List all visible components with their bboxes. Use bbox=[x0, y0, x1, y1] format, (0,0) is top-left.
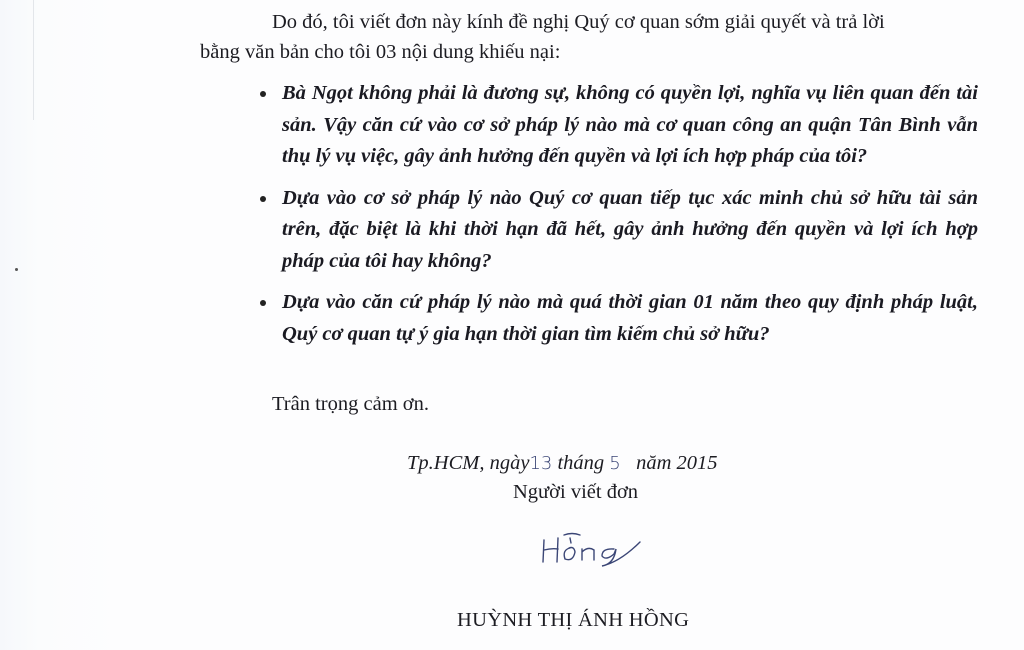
bullet-icon bbox=[260, 196, 266, 202]
closing-text: Trân trọng cảm ơn. bbox=[272, 393, 429, 415]
handwritten-month: 5 bbox=[609, 453, 621, 474]
date-line bbox=[407, 452, 718, 475]
bullet-icon bbox=[260, 300, 266, 306]
month-label: tháng bbox=[557, 452, 605, 474]
signer-name: HUỲNH THỊ ÁNH HỒNG bbox=[457, 609, 690, 631]
complaint-text: Bà Ngọt không phải là đương sự, không có quyền lợi, nghĩa vụ liên quan đến tài sản. Vậy căn cứ vào cơ sở pháp lý nào mà cơ quan công an quận Tân Bình vẫn thụ lý vụ việc, gây ảnh hưởng đến quyền và lợi ích hợp pháp của tôi? bbox=[282, 82, 978, 167]
complaint-item bbox=[258, 78, 978, 173]
complaint-item bbox=[258, 287, 978, 350]
complaint-list bbox=[258, 78, 978, 360]
handwritten-signature bbox=[540, 528, 650, 568]
intro-line-1: Do đó, tôi viết đơn này kính đề nghị Quý cơ quan sớm giải quyết và trả lời bbox=[272, 11, 885, 33]
complaint-text: Dựa vào cơ sở pháp lý nào Quý cơ quan tiếp tục xác minh chủ sở hữu tài sản trên, đặc biệt là khi thời hạn đã hết, gây ảnh hưởng đến quyền và lợi ích hợp pháp của tôi hay không? bbox=[282, 186, 978, 272]
intro-line-2: bằng văn bản cho tôi 03 nội dung khiếu nại: bbox=[200, 41, 561, 63]
page-edge-line bbox=[33, 0, 34, 120]
scan-speck bbox=[15, 268, 18, 271]
complaint-item bbox=[258, 183, 978, 278]
writer-label: Người viết đơn bbox=[513, 481, 639, 503]
complaint-text: Dựa vào căn cứ pháp lý nào mà quá thời gian 01 năm theo quy định pháp luật, Quý cơ quan tự ý gia hạn thời gian tìm kiếm chủ sở hữu? bbox=[282, 291, 978, 345]
date-prefix: Tp.HCM, ngày bbox=[407, 452, 530, 474]
handwritten-day: 13 bbox=[529, 453, 553, 474]
bullet-icon bbox=[260, 91, 266, 97]
year-label: năm 2015 bbox=[636, 452, 718, 474]
